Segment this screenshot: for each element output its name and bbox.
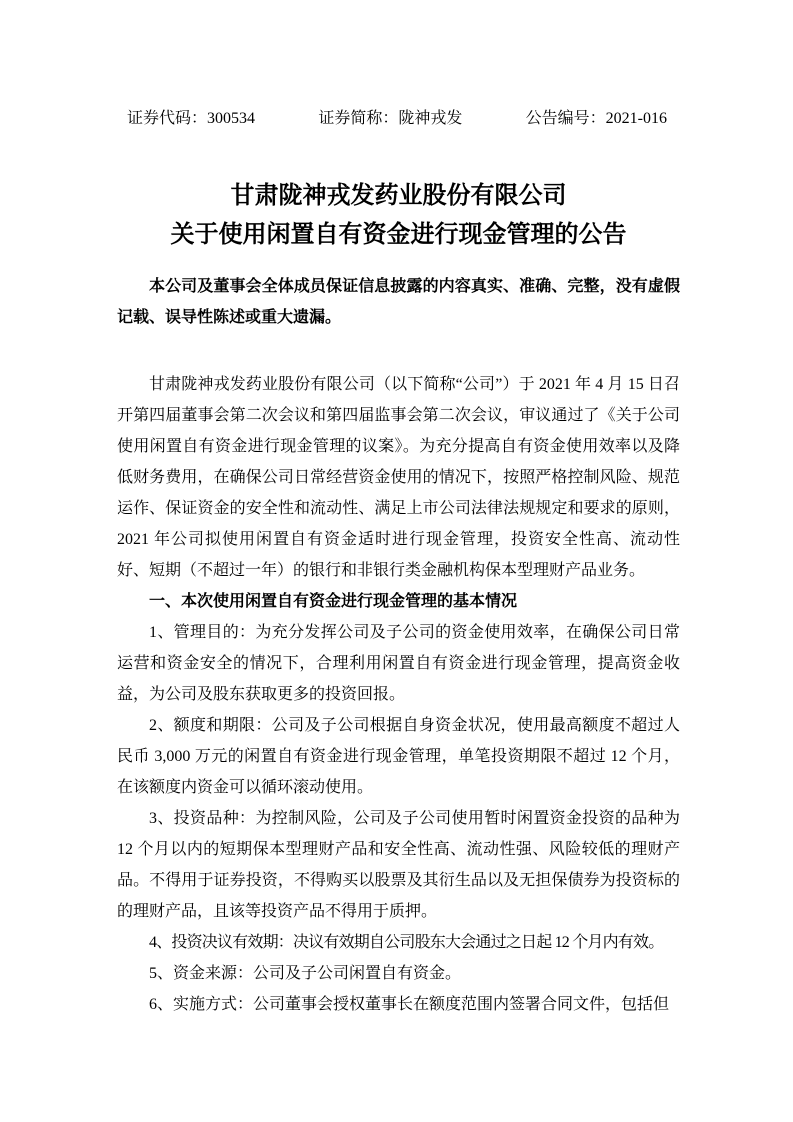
item-quota-and-term: 2、额度和期限：公司及子公司根据自身资金状况，使用最高额度不超过人民币 3,000 万元的闲置自有资金进行现金管理，单笔投资期限不超过 12 个月，在该额度内资金可以循环滚动使用。 [117,717,680,796]
item-management-purpose: 1、管理目的：为充分发挥公司及子公司的资金使用效率，在确保公司日常运营和资金安全的情况下，合理利用闲置自有资金进行现金管理，提高资金收益，为公司及股东获取更多的投资回报。 [117,624,680,703]
intro-paragraph: 甘肃陇神戎发药业股份有限公司（以下简称“公司”）于 2021 年 4 月 15 日召开第四届董事会第二次会议和第四届监事会第二次会议，审议通过了《关于公司使用闲置自有资金进行现金管理的议案》。为充分提高自有资金使用效率以及降低财务费用，在确保公司日常经营资金使用的情况下，按照严格控制风险、规范运作、保证资金的安全性和流动性、满足上市公司法律法规规定和要求的原则，2021 年公司拟使用闲置自有资金适时进行现金管理，投资安全性高、流动性好、短期（不超过一年）的银行和非银行类金融机构保本型理财产品业务。 [117,376,680,579]
item-resolution-validity: 4、投资决议有效期：决议有效期自公司股东大会通过之日起 12 个月内有效。 [149,934,664,951]
document-title [117,176,680,254]
item-investment-types: 3、投资品种：为控制风险，公司及子公司使用暂时闲置资金投资的品种为 12 个月以内的短期保本型理财产品和安全性高、流动性强、风险较低的理财产品。不得用于证券投资，不得购买以股票及其衍生品以及无担保债券为投资标的的理财产品，且该等投资产品不得用于质押。 [117,810,680,920]
announcement-number: 公告编号：2021-016 [525,110,667,127]
title-line-company-name: 甘肃陇神戎发药业股份有限公司 [230,182,567,209]
stock-short-name: 证券简称：陇神戎发 [318,110,463,127]
document-header [117,108,680,130]
board-disclaimer-statement: 本公司及董事会全体成员保证信息披露的内容真实、准确、完整，没有虚假记载、误导性陈述或重大遗漏。 [117,278,680,326]
item-fund-source: 5、资金来源：公司及子公司闲置自有资金。 [149,965,462,982]
title-line-announcement-subject: 关于使用闲置自有资金进行现金管理的公告 [170,221,627,248]
section-1-heading: 一、本次使用闲置自有资金进行现金管理的基本情况 [149,593,518,610]
stock-code: 证券代码：300534 [127,110,256,127]
item-implementation-method: 6、实施方式：公司董事会授权董事长在额度范围内签署合同文件，包括但 [149,996,670,1013]
